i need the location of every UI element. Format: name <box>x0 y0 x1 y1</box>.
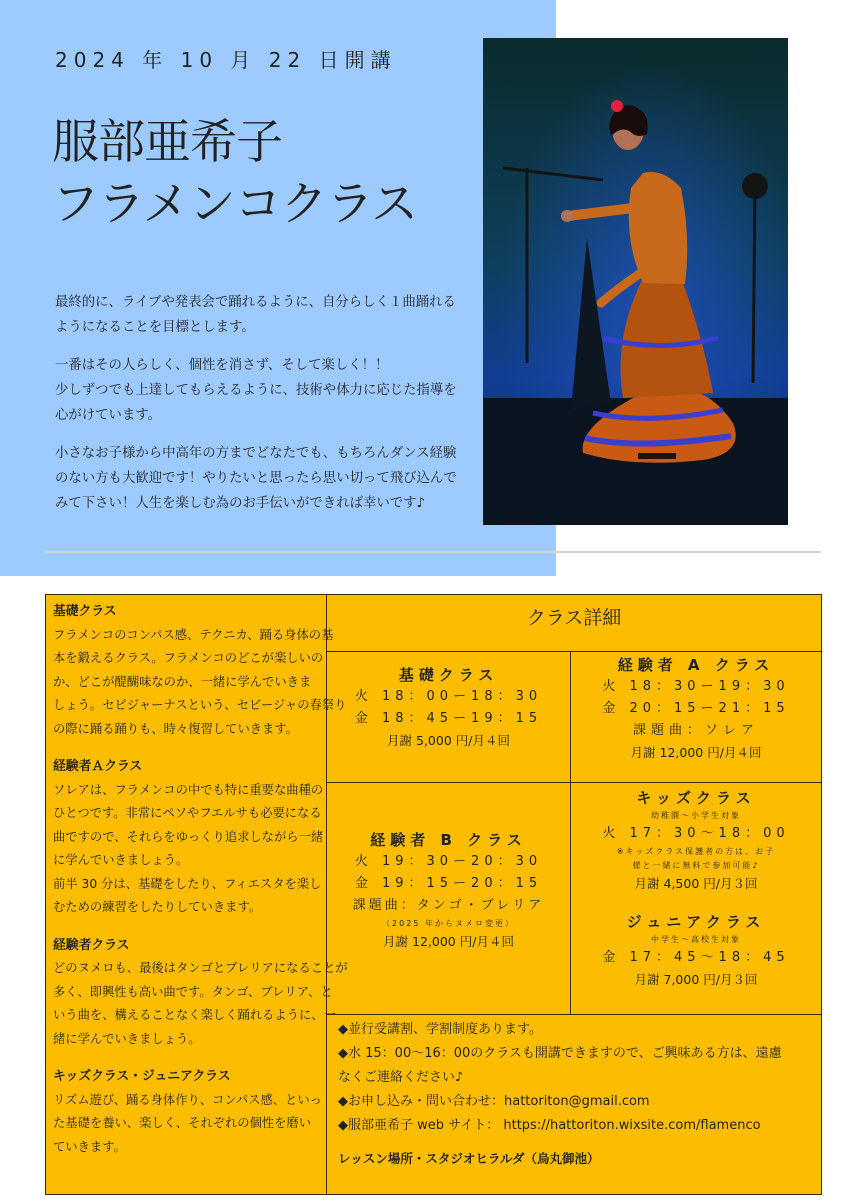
opening-date: 2024 年 10 月 22 日開講 <box>55 48 397 72</box>
class-time: 火 18：30ー19：30 <box>602 679 790 694</box>
description-line: ていきます。 <box>53 1139 126 1154</box>
intro-paragraph <box>55 290 475 340</box>
description-line: 前半 30 分は、基礎をしたり、フィエスタを楽し <box>53 876 322 891</box>
description-line: た基礎を養い、楽しく、それぞれの個性を磨い <box>53 1116 311 1130</box>
intro-line: 小さなお子様から中高年の方までどなたでも、もちろんダンス経験 <box>55 446 457 461</box>
class-note: ※キッズクラス保護者の方は、お子 <box>616 847 776 856</box>
description-title: キッズクラス・ジュニアクラス <box>53 1069 231 1084</box>
intro-line: ようになることを目標とします。 <box>55 320 255 335</box>
class-note: （2025 年からヌメロ変更） <box>382 919 515 928</box>
class-name: 経験者 B クラス <box>370 831 527 849</box>
contact-email[interactable]: ◆お申し込み・問い合わせ：hattoriton@gmail.com <box>338 1094 650 1109</box>
description-text <box>53 779 324 920</box>
title-line: 服部亜希子 <box>52 115 282 170</box>
intro-line: 一番はその人らしく、個性を消さず、そして楽しく！！ <box>55 358 389 373</box>
description-title: 基礎クラス <box>53 604 117 619</box>
description-line: むための練習をしたりしていきます。 <box>53 900 262 914</box>
class-price: 月謝 5,000 円/月４回 <box>387 733 510 748</box>
details-heading: クラス詳細 <box>327 595 821 652</box>
kiso-class-box <box>327 652 571 783</box>
title-line: フラメンコクラス <box>52 177 418 232</box>
description-text <box>53 957 348 1051</box>
class-target: 幼稚園～小学生対象 <box>651 811 741 820</box>
class-price: 月謝 12,000 円/月４回 <box>383 934 514 949</box>
website-link[interactable]: ◆服部亜希子 web サイト： https://hattoriton.wixsite.com/flamenco <box>338 1118 761 1133</box>
description-title: 経験者Ａクラス <box>53 759 143 774</box>
kids-junior-class-box <box>571 783 821 1015</box>
description-line: か、どこが醍醐味なのか、一緒に学んでいきま <box>53 674 312 689</box>
notes-section <box>327 1015 821 1194</box>
description-line: ソレアは、フラメンコの中でも特に重要な曲種の <box>53 782 324 797</box>
description-line: ひとつです。非常にペソやフエルサも必要になる <box>53 806 322 820</box>
intro-line: みて下さい！人生を楽しむ為のお手伝いができれば幸いです♪ <box>55 496 426 511</box>
class-name: キッズクラス <box>636 789 756 807</box>
flamenco-dancer-photo <box>483 38 788 525</box>
description-line: の際に踊る踊りも、時々復習していきます。 <box>53 721 298 736</box>
description-line: いう曲を、構えることなく楽しく踊れるように、一 <box>53 1008 336 1022</box>
description-line: 緒に学んでいきましょう。 <box>53 1031 201 1046</box>
intro-line: 少しずつでも上達してもらえるように、技術や体力に応じた指導を <box>55 383 457 398</box>
description-line: どのヌメロも、最後はタンゴとブレリアになることが <box>53 961 348 975</box>
description-title: 経験者クラス <box>53 937 130 953</box>
description-line: リズム遊び、踊る身体作り、コンパス感、といっ <box>53 1092 322 1107</box>
description-line: 曲ですので、それらをゆっくり追求しながら一緒 <box>53 829 324 844</box>
note-line: なくご連絡ください♪ <box>338 1070 464 1085</box>
intro-paragraph <box>55 353 475 428</box>
description-text <box>53 1089 322 1160</box>
page-title <box>52 112 417 236</box>
intro-line: のない方も大歓迎です！やりたいと思ったら思い切って飛び込んで <box>55 471 457 486</box>
description-line: 本を鍛えるクラス。フラメンコのどこが楽しいの <box>53 651 324 665</box>
class-info-table <box>45 594 822 1195</box>
class-name: 基礎クラス <box>398 666 499 684</box>
description-line: フラメンコのコンパス感、テクニカ、踊る身体の基 <box>53 627 334 642</box>
class-note: 様と一緒に無料で参加可能♪ <box>632 861 760 870</box>
class-time: 金 20：15ー21：15 <box>602 701 790 716</box>
class-song: 課題曲：ソレア <box>632 723 759 738</box>
intro-text <box>55 290 475 529</box>
description-line: に学んでいきましょう。 <box>53 853 189 867</box>
class-time: 金 19：15ー20：15 <box>354 876 543 891</box>
intro-line: 最終的に、ライブや発表会で踊れるように、自分らしく１曲踊れる <box>55 295 456 310</box>
divider <box>45 551 821 553</box>
class-price: 月謝 7,000 円/月３回 <box>634 972 758 987</box>
class-name: ジュニアクラス <box>626 913 766 931</box>
intro-line: 心がけています。 <box>55 408 162 423</box>
class-target: 中学生～高校生対象 <box>651 935 741 944</box>
description-line: しょう。セビジャーナスという、セビージャの春祭り <box>53 698 347 712</box>
class-price: 月謝 4,500 円/月３回 <box>634 876 758 891</box>
lesson-location: レッスン場所・スタジオヒラルダ（烏丸御池） <box>338 1151 600 1166</box>
class-descriptions <box>46 595 348 1194</box>
class-time: 火 17：30～18：00 <box>602 826 790 841</box>
class-time: 金 18：45ー19：15 <box>354 711 543 726</box>
class-name: 経験者 A クラス <box>617 656 775 674</box>
description-text <box>53 624 347 742</box>
description-line: 多く、即興性も高い曲です。タンゴ、ブレリア、と <box>53 984 333 999</box>
keiken-a-class-box <box>571 652 821 783</box>
class-price: 月謝 12,000 円/月４回 <box>630 745 762 760</box>
class-time: 火 19：30ー20：30 <box>354 854 543 869</box>
class-time: 火 18：00ー18：30 <box>354 689 543 704</box>
intro-paragraph <box>55 441 475 516</box>
class-time: 金 17：45～18：45 <box>602 950 790 965</box>
note-line: ◆水 15：00～16：00のクラスも開講できますので、ご興味ある方は、遠慮 <box>338 1046 782 1061</box>
class-song: 課題曲：タンゴ・ブレリア <box>352 898 545 913</box>
keiken-b-class-box <box>327 783 571 1015</box>
note-line: ◆並行受講割、学割制度あります。 <box>338 1022 542 1037</box>
